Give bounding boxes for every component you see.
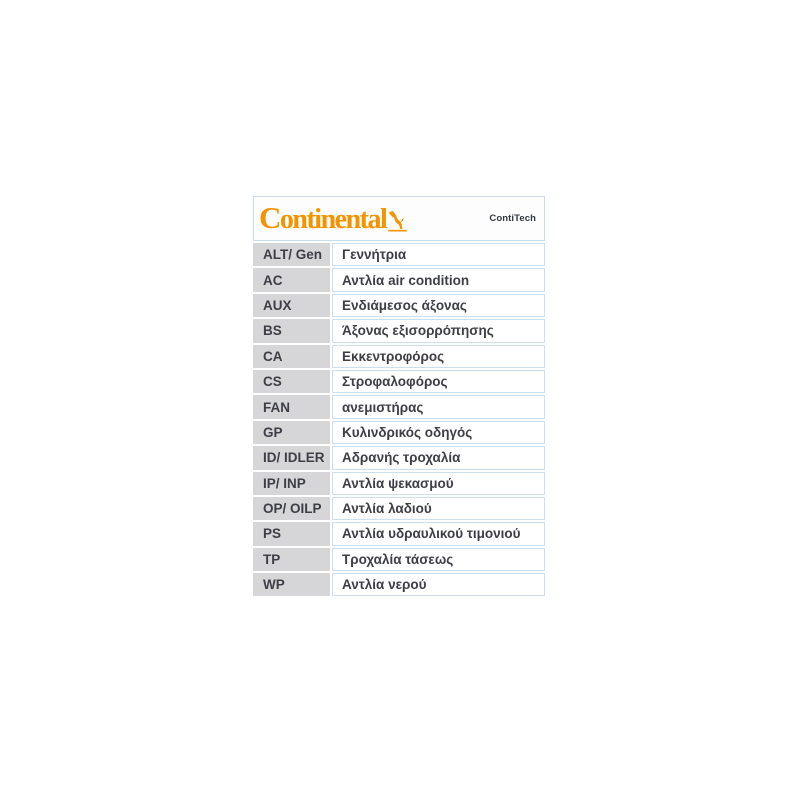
table-row bbox=[253, 370, 545, 393]
brand-header bbox=[253, 196, 545, 241]
abbreviation-cell: PS bbox=[253, 522, 330, 545]
abbreviation-cell: GP bbox=[253, 421, 330, 444]
description-cell: Αδρανής τροχαλία bbox=[332, 446, 545, 469]
description-cell: Στροφαλοφόρος bbox=[332, 370, 545, 393]
continental-wordmark: Continental bbox=[259, 199, 387, 235]
description-cell: Αντλία υδραυλικού τιμονιού bbox=[332, 522, 545, 545]
abbreviation-cell: ID/ IDLER bbox=[253, 446, 330, 469]
table-row bbox=[253, 243, 545, 266]
abbreviation-cell: FAN bbox=[253, 395, 330, 418]
table-row bbox=[253, 497, 545, 520]
description-cell: Τροχαλία τάσεως bbox=[332, 548, 545, 571]
description-cell: Εκκεντροφόρος bbox=[332, 345, 545, 368]
abbreviation-cell: CA bbox=[253, 345, 330, 368]
abbreviation-cell: BS bbox=[253, 319, 330, 342]
table-row bbox=[253, 421, 545, 444]
description-cell: Κυλινδρικός οδηγός bbox=[332, 421, 545, 444]
description-cell: ανεμιστήρας bbox=[332, 395, 545, 418]
table-row bbox=[253, 345, 545, 368]
table-row bbox=[253, 319, 545, 342]
abbreviation-cell: TP bbox=[253, 548, 330, 571]
contitech-logo: ContiTech bbox=[489, 213, 536, 224]
legend-table bbox=[253, 243, 545, 596]
table-row bbox=[253, 446, 545, 469]
abbreviation-cell: ALT/ Gen bbox=[253, 243, 330, 266]
table-row bbox=[253, 395, 545, 418]
table-row bbox=[253, 573, 545, 596]
abbreviation-cell: WP bbox=[253, 573, 330, 596]
abbreviation-cell: OP/ OILP bbox=[253, 497, 330, 520]
abbreviation-cell: IP/ INP bbox=[253, 472, 330, 495]
table-row bbox=[253, 548, 545, 571]
abbreviation-cell: AUX bbox=[253, 294, 330, 317]
description-cell: Αντλία air condition bbox=[332, 268, 545, 291]
description-cell: Αντλία ψεκασμού bbox=[332, 472, 545, 495]
description-cell: Αντλία λαδιού bbox=[332, 497, 545, 520]
description-cell: Άξονας εξισορρόπησης bbox=[332, 319, 545, 342]
table-row bbox=[253, 268, 545, 291]
parts-abbreviation-legend bbox=[253, 196, 545, 596]
rearing-horse-icon bbox=[387, 206, 408, 232]
continental-logo bbox=[259, 199, 408, 235]
table-row bbox=[253, 294, 545, 317]
abbreviation-cell: CS bbox=[253, 370, 330, 393]
table-row bbox=[253, 522, 545, 545]
description-cell: Γεννήτρια bbox=[332, 243, 545, 266]
description-cell: Ενδιάμεσος άξονας bbox=[332, 294, 545, 317]
description-cell: Αντλία νερού bbox=[332, 573, 545, 596]
abbreviation-cell: AC bbox=[253, 268, 330, 291]
table-row bbox=[253, 472, 545, 495]
